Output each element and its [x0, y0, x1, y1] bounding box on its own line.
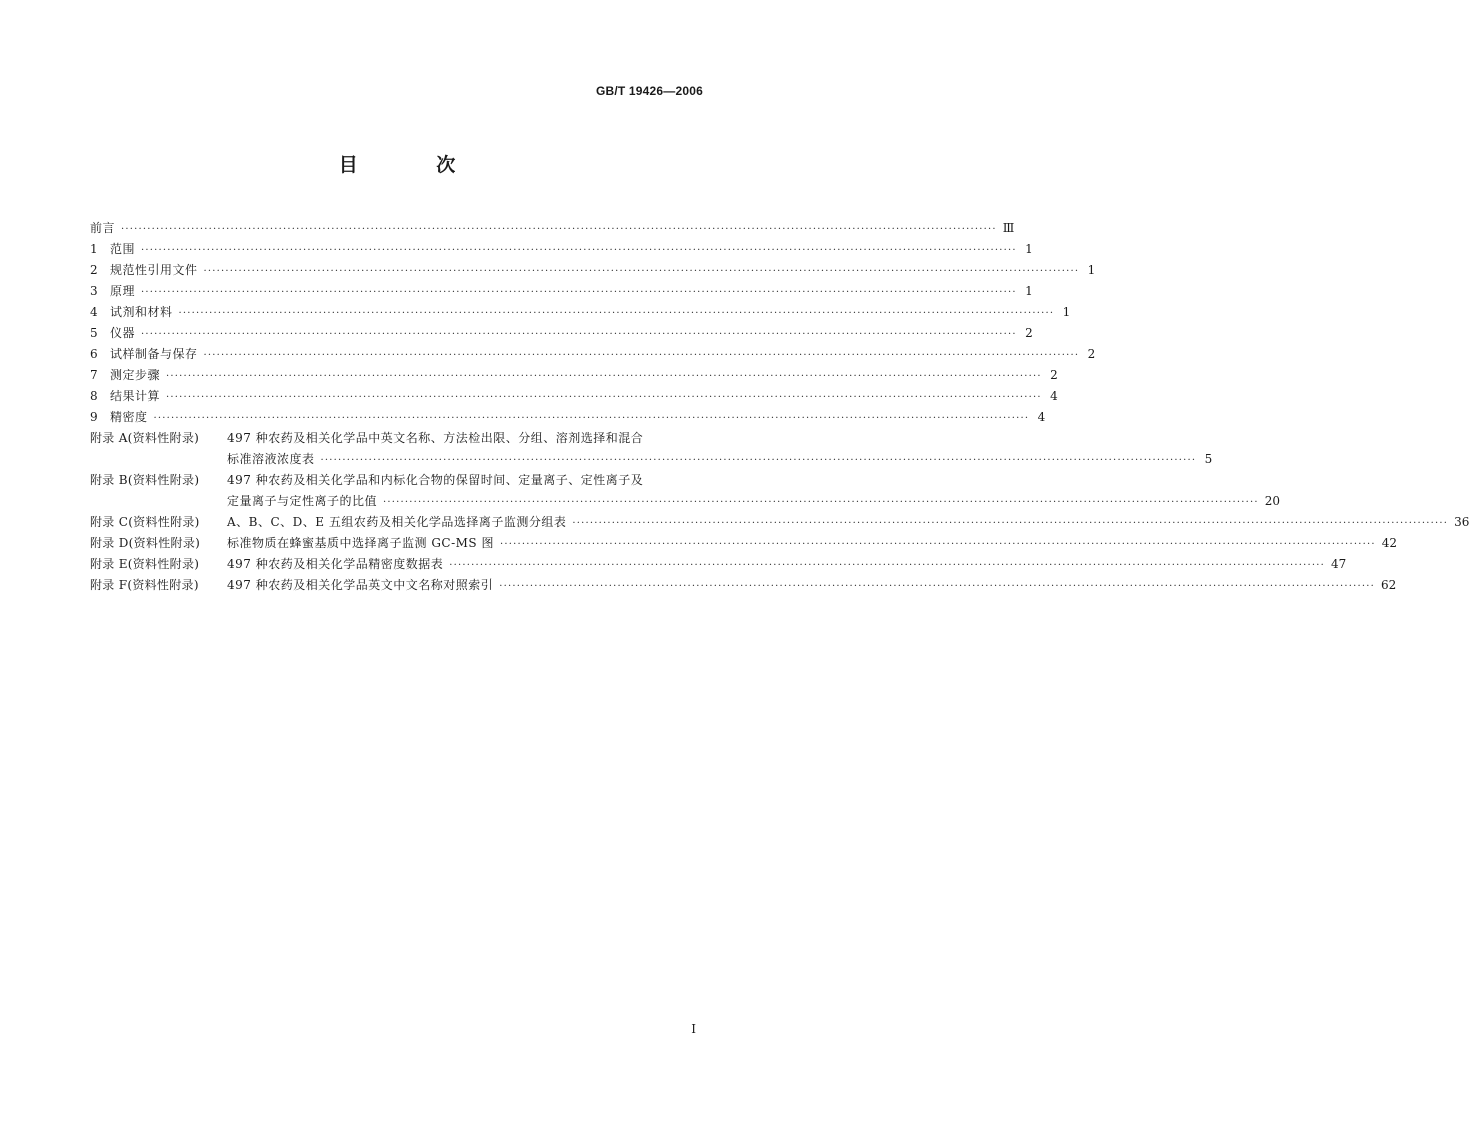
standard-number: GB/T 19426—2006	[595, 84, 703, 98]
toc-entry-2[interactable]	[90, 260, 1096, 281]
toc-label: 前言	[90, 221, 116, 235]
toc-label: 范围	[110, 242, 136, 256]
dot-leader: ········································································································································································································	[383, 497, 1259, 508]
dot-leader: ········································································································································································································	[499, 539, 1376, 550]
toc-page: 4	[1050, 389, 1058, 403]
toc-page: Ⅲ	[1002, 221, 1015, 235]
toc-entry-appendix-b-cont[interactable]	[90, 491, 1281, 512]
toc-entry-appendix-c[interactable]	[90, 512, 1469, 533]
toc-entry-appendix-f[interactable]	[90, 575, 1397, 596]
dot-leader: ········································································································································································································	[572, 518, 1449, 529]
table-of-contents	[90, 218, 1469, 596]
toc-label: 试样制备与保存	[110, 347, 198, 361]
toc-label: 原理	[110, 284, 136, 298]
appendix-title-line2: 定量离子与定性离子的比值	[227, 494, 378, 508]
toc-entry-4[interactable]	[90, 302, 1071, 323]
appendix-head: 附录 A(资料性附录)	[90, 431, 200, 445]
appendix-title-line2: 标准溶液浓度表	[227, 452, 315, 466]
dot-leader: ········································································································································································································	[141, 287, 1017, 298]
toc-page: 2	[1087, 347, 1096, 361]
toc-entry-appendix-e[interactable]	[90, 554, 1347, 575]
toc-label: 试剂和材料	[110, 305, 173, 319]
toc-entry-3[interactable]	[90, 281, 1033, 302]
toc-entry-8[interactable]	[90, 386, 1058, 407]
appendix-title: 497 种农药及相关化学品英文中文名称对照索引	[227, 578, 494, 592]
toc-page: 1	[1087, 263, 1096, 277]
page-title: 目 次	[338, 154, 492, 176]
toc-number: 7	[90, 368, 98, 382]
appendix-head: 附录 C(资料性附录)	[90, 515, 200, 529]
appendix-head: 附录 F(资料性附录)	[90, 578, 199, 592]
appendix-title-line1: 497 种农药及相关化学品中英文名称、方法检出限、分组、溶剂选择和混合	[227, 431, 644, 445]
appendix-title: 497 种农药及相关化学品精密度数据表	[227, 557, 444, 571]
toc-label: 测定步骤	[110, 368, 161, 382]
appendix-head: 附录 D(资料性附录)	[90, 536, 201, 550]
toc-number: 6	[90, 347, 98, 361]
toc-entry-appendix-b[interactable]	[90, 470, 704, 491]
dot-leader: ········································································································································································································	[166, 392, 1042, 403]
toc-page: 2	[1050, 368, 1058, 382]
dot-leader: ········································································································································································································	[203, 266, 1080, 277]
appendix-title: A、B、C、D、E 五组农药及相关化学品选择离子监测分组表	[227, 515, 567, 529]
toc-entry-preface[interactable]	[90, 218, 1015, 239]
toc-entry-9[interactable]	[90, 407, 1046, 428]
toc-page: 20	[1264, 494, 1281, 508]
toc-number: 2	[90, 263, 98, 277]
toc-entry-appendix-a[interactable]	[90, 428, 704, 449]
appendix-title-line1: 497 种农药及相关化学品和内标化合物的保留时间、定量离子、定性离子及	[227, 473, 644, 487]
toc-label: 精密度	[110, 410, 148, 424]
toc-entry-appendix-d[interactable]	[90, 533, 1397, 554]
toc-page: 1	[1025, 242, 1033, 256]
dot-leader: ········································································································································································································	[320, 455, 1197, 466]
dot-leader: ········································································································································································································	[141, 245, 1017, 256]
toc-number: 5	[90, 326, 98, 340]
toc-number: 8	[90, 389, 98, 403]
dot-leader: ········································································································································································································	[449, 560, 1325, 571]
toc-page: 4	[1037, 410, 1046, 424]
appendix-head: 附录 B(资料性附录)	[90, 473, 200, 487]
toc-page: 47	[1330, 557, 1347, 571]
toc-number: 9	[90, 410, 98, 424]
toc-entry-5[interactable]	[90, 323, 1033, 344]
toc-entry-7[interactable]	[90, 365, 1058, 386]
appendix-title: 标准物质在蜂蜜基质中选择离子监测 GC-MS 图	[227, 536, 494, 550]
dot-leader: ········································································································································································································	[153, 413, 1030, 424]
dot-leader: ········································································································································································································	[178, 308, 1055, 319]
dot-leader: ········································································································································································································	[141, 329, 1017, 340]
toc-page: 5	[1204, 452, 1213, 466]
footer-page-number: I	[691, 1022, 696, 1036]
toc-entry-6[interactable]	[90, 344, 1096, 365]
toc-number: 3	[90, 284, 98, 298]
toc-label: 结果计算	[110, 389, 161, 403]
toc-label: 仪器	[110, 326, 136, 340]
toc-page: 1	[1062, 305, 1071, 319]
toc-number: 1	[90, 242, 98, 256]
dot-leader: ········································································································································································································	[499, 581, 1375, 592]
toc-page: 62	[1380, 578, 1397, 592]
toc-page: 42	[1381, 536, 1397, 550]
appendix-head: 附录 E(资料性附录)	[90, 557, 200, 571]
toc-page: 1	[1025, 284, 1033, 298]
toc-page: 36	[1454, 515, 1469, 529]
dot-leader: ········································································································································································································	[203, 350, 1080, 361]
toc-page: 2	[1025, 326, 1033, 340]
toc-label: 规范性引用文件	[110, 263, 198, 277]
toc-entry-appendix-a-cont[interactable]	[90, 449, 1213, 470]
dot-leader: ········································································································································································································	[121, 224, 997, 235]
toc-entry-1[interactable]	[90, 239, 1033, 260]
toc-number: 4	[90, 305, 98, 319]
dot-leader: ········································································································································································································	[166, 371, 1042, 382]
